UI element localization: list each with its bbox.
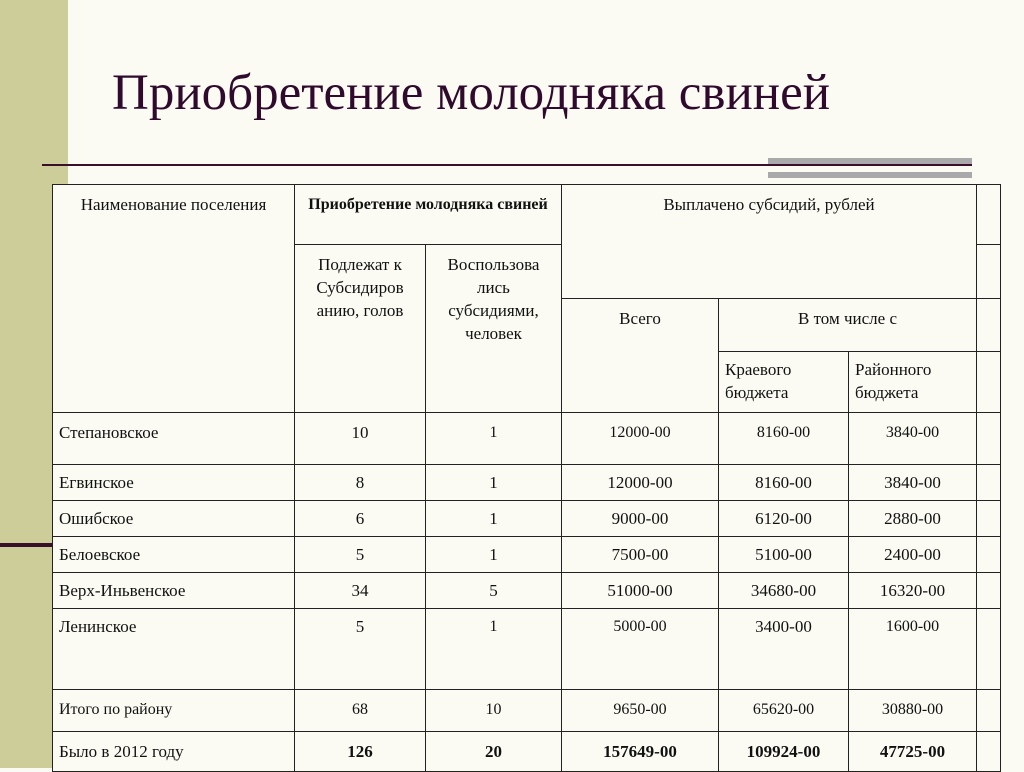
row-district: 16320-00 <box>849 573 977 609</box>
table-row <box>53 573 1001 609</box>
subsidy-table <box>52 184 1001 772</box>
table-row <box>53 465 1001 501</box>
row-total: 9000-00 <box>562 501 719 537</box>
header-subject-to-subsidy: Подлежат к Субсидиров анию, голов <box>295 245 426 413</box>
row-district: 2400-00 <box>849 537 977 573</box>
edge-cell <box>977 465 1001 501</box>
row-total: 12000-00 <box>562 413 719 465</box>
row-heads: 34 <box>295 573 426 609</box>
row-heads: 6 <box>295 501 426 537</box>
row-district: 47725-00 <box>849 732 977 772</box>
row-settlement: Ленинское <box>53 609 295 690</box>
row-regional: 5100-00 <box>719 537 849 573</box>
row-total: 157649-00 <box>562 732 719 772</box>
header-row-1 <box>53 185 1001 245</box>
header-regional: Краевого бюджета <box>719 352 849 413</box>
row-regional: 6120-00 <box>719 501 849 537</box>
slide-title: Приобретение молодняка свиней <box>112 65 831 121</box>
edge-cell <box>977 732 1001 772</box>
title-rule-accent-lower <box>768 172 972 178</box>
row-total: 9650-00 <box>562 690 719 732</box>
header-total: Всего <box>562 299 719 413</box>
row-regional: 8160-00 <box>719 413 849 465</box>
row-heads: 126 <box>295 732 426 772</box>
edge-cell <box>977 413 1001 465</box>
row-people: 5 <box>426 573 562 609</box>
edge-cell <box>977 573 1001 609</box>
row-settlement: Итого по району <box>53 690 295 732</box>
row-district: 3840-00 <box>849 413 977 465</box>
row-regional: 65620-00 <box>719 690 849 732</box>
row-people: 10 <box>426 690 562 732</box>
header-subsidies-paid: Выплачено субсидий, рублей <box>562 185 977 299</box>
table-row-previous-year <box>53 732 1001 772</box>
row-settlement: Степановское <box>53 413 295 465</box>
row-people: 1 <box>426 609 562 690</box>
row-heads: 68 <box>295 690 426 732</box>
row-heads: 8 <box>295 465 426 501</box>
edge-cell <box>977 352 1001 413</box>
row-heads: 5 <box>295 537 426 573</box>
row-people: 1 <box>426 465 562 501</box>
table-row-total <box>53 690 1001 732</box>
row-heads: 5 <box>295 609 426 690</box>
row-district: 3840-00 <box>849 465 977 501</box>
table-row <box>53 609 1001 690</box>
row-district: 1600-00 <box>849 609 977 690</box>
row-regional: 3400-00 <box>719 609 849 690</box>
table-row <box>53 501 1001 537</box>
row-district: 2880-00 <box>849 501 977 537</box>
edge-cell <box>977 245 1001 299</box>
header-settlement: Наименование поселения <box>53 185 295 413</box>
row-people: 1 <box>426 413 562 465</box>
edge-cell <box>977 609 1001 690</box>
row-regional: 34680-00 <box>719 573 849 609</box>
row-total: 7500-00 <box>562 537 719 573</box>
row-people: 20 <box>426 732 562 772</box>
edge-cell <box>977 537 1001 573</box>
row-settlement: Ошибское <box>53 501 295 537</box>
row-total: 5000-00 <box>562 609 719 690</box>
edge-cell <box>977 690 1001 732</box>
row-district: 30880-00 <box>849 690 977 732</box>
row-regional: 109924-00 <box>719 732 849 772</box>
row-regional: 8160-00 <box>719 465 849 501</box>
row-heads: 10 <box>295 413 426 465</box>
row-settlement: Егвинское <box>53 465 295 501</box>
edge-cell <box>977 501 1001 537</box>
title-rule <box>42 164 972 166</box>
edge-cell <box>977 185 1001 245</box>
row-settlement: Верх-Иньвенское <box>53 573 295 609</box>
row-total: 51000-00 <box>562 573 719 609</box>
table-row <box>53 537 1001 573</box>
header-including: В том числе с <box>719 299 977 352</box>
row-settlement: Белоевское <box>53 537 295 573</box>
row-settlement: Было в 2012 году <box>53 732 295 772</box>
row-people: 1 <box>426 537 562 573</box>
row-total: 12000-00 <box>562 465 719 501</box>
header-purchase: Приобретение молодняка свиней <box>295 185 562 245</box>
table-row <box>53 413 1001 465</box>
edge-cell <box>977 299 1001 352</box>
row-people: 1 <box>426 501 562 537</box>
header-district: Районного бюджета <box>849 352 977 413</box>
header-used-subsidies: Воспользова лись субсидиями, человек <box>426 245 562 413</box>
